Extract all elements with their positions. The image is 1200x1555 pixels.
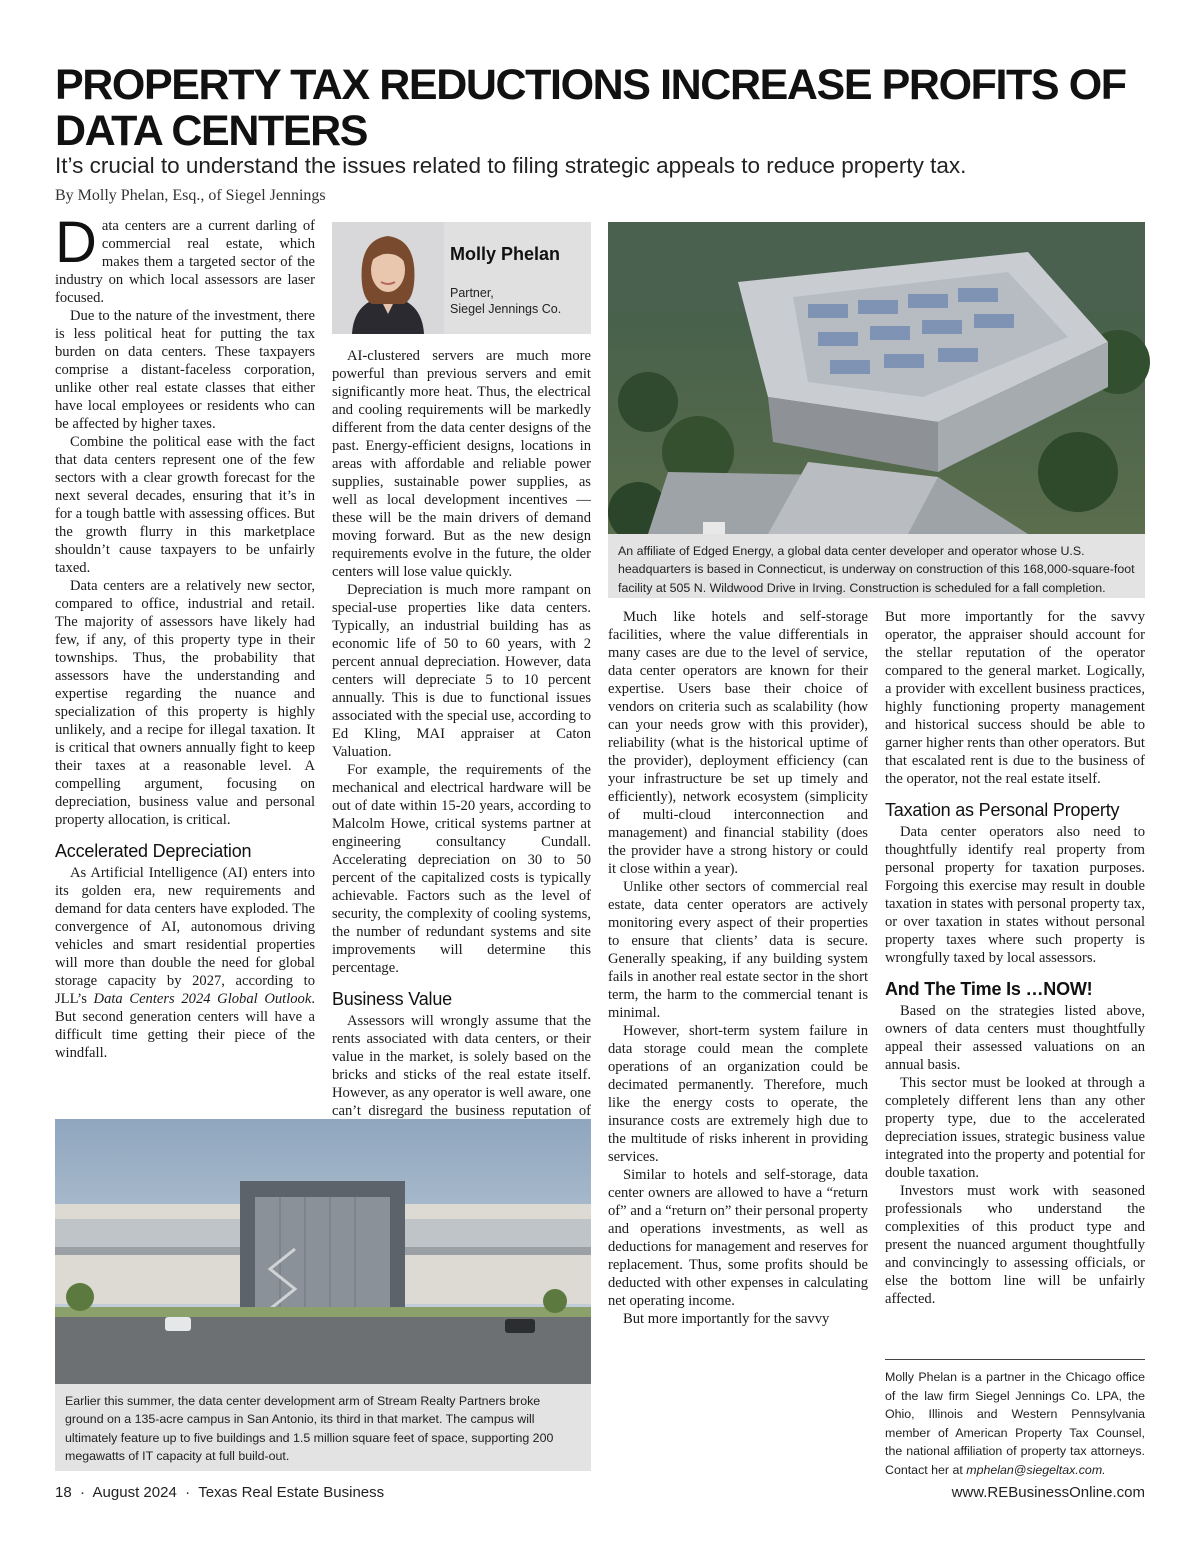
- section-heading: Accelerated Depreciation: [55, 841, 252, 861]
- paragraph: Similar to hotels and self-storage, data center owners are allowed to have a “return of” and a “return on” their personal property and operations investments, as well as deductions for management and reserves for replacement. Thus, some profits should be deducted with other expenses in calculating net operating income.: [608, 1167, 868, 1309]
- data-center-rendering-photo: [55, 1119, 591, 1384]
- author-bio: Molly Phelan is a partner in the Chicago office of the law firm Siegel Jennings Co. LPA, the Ohio, Illinois and Western Pennsylvania member of American Property Tax Counsel, the national affiliation of property tax attorneys. Contact her at mphelan@siegeltax.com.: [885, 1359, 1145, 1479]
- data-center-aerial-photo: [608, 222, 1145, 534]
- paragraph: But more importantly for the savvy operator, the appraiser should account for the stellar reputation of the operator compared to the general market. Logically, a provider with excellent business practices, highly functioning property management and historical success should be able to garner higher rents than other operators. But that escalated rent is due to the business of the operator, not the real estate itself.: [885, 609, 1145, 787]
- footer-left: 18 · August 2024 · Texas Real Estate Business: [55, 1484, 385, 1501]
- paragraph: As Artificial Intelligence (AI) enters into its golden era, new requirements and demand for data centers have exploded. The convergence of AI, autonomous driving vehicles and smart residential properties will more than double the need for global storage capacity by 2027, according to JLL’s Data Centers 2024 Global Outlook. But second generation centers will have a difficult time getting their piece of the windfall.: [55, 865, 315, 1061]
- paragraph: Investors must work with seasoned professionals who understand the complexities of this product type and present the nuanced argument thoughtfully and convincingly to assessing officials, or else the bottom line will be unfairly affected.: [885, 1183, 1145, 1307]
- paragraph: But more importantly for the savvy: [623, 1311, 830, 1327]
- paragraph: This sector must be looked at through a completely different lens than any other property type, due to the accelerated depreciation issues, strategic business value integrated into the property and potential for double taxation.: [885, 1075, 1145, 1181]
- paragraph: Unlike other sectors of commercial real estate, data center operators are actively monitoring every aspect of their properties to ensure that clients’ data is secure. Generally speaking, if any building system fails in another real estate sector in the short term, the harm to the commercial tenant is minimal.: [608, 879, 868, 1021]
- issue-date: August 2024: [92, 1484, 177, 1501]
- website-link[interactable]: www.REBusinessOnline.com: [951, 1484, 1145, 1501]
- author-photo: [332, 222, 444, 334]
- deck-subtitle: It’s crucial to understand the issues related to filing strategic appeals to reduce property tax.: [55, 153, 967, 178]
- section-heading: Taxation as Personal Property: [885, 800, 1120, 820]
- column-3: [608, 608, 868, 1328]
- section-heading: Business Value: [332, 989, 452, 1009]
- paragraph: Due to the nature of the investment, there is less political heat for putting the tax burden on data centers. These taxpayers comprise a distant-faceless corporation, unlike other real estate classes that either have local employees or residents who can be affected by higher taxes.: [55, 308, 315, 432]
- paragraph: Assessors will wrongly assume that the rents associated with data centers, or their value in the market, is solely based on the bricks and sticks of the real estate itself. However, as any operator is well aware, one can’t disregard the business reputation of: [332, 1013, 591, 1119]
- paragraph: Much like hotels and self-storage facilities, where the value differentials in many cases are due to the level of service, data center operators are known for their expertise. Users base their choice of vendors on criteria such as scalability (how can your needs grow with this provider), reliability (what is the historical uptime of the provider), deployment efficiency (can your infrastructure be set up timely and efficiently), network ecosystem (simplicity of multi-cloud interconnection and management) and financial stability (does the provider have a strong history or could it close within a year).: [608, 609, 868, 877]
- column-4: [885, 608, 1145, 1308]
- author-name: Molly Phelan: [450, 244, 561, 264]
- paragraph: Data center operators also need to thoughtfully identify real property from personal property for taxation purposes. Forgoing this exercise may result in double taxation in states with personal property tax, or over taxation in states without personal property taxes where such property is wrongfully taxed by local assessors.: [885, 824, 1145, 966]
- publication-name: Texas Real Estate Business: [198, 1484, 385, 1501]
- photo-caption-bottom: Earlier this summer, the data center development arm of Stream Realty Partners broke ground on a 135-acre campus in San Antonio, its third in that market. The campus will ultimately feature up to five buildings and 1.5 million square feet of space, supporting 200 megawatts of IT capacity at full build-out.: [55, 1384, 591, 1471]
- author-title: Partner, Siegel Jennings Co.: [450, 286, 562, 316]
- photo-caption-top: An affiliate of Edged Energy, a global data center developer and operator whose U.S. headquarters is based in Connecticut, is underway on construction of this 168,000-square-foot facility at 505 N. Wildwood Drive in Irving. Construction is scheduled for a fall completion.: [608, 534, 1145, 598]
- paragraph: However, short-term system failure in data storage could mean the complete operations of an organization could be decimated permanently. Therefore, much like the energy costs to operate, the insurance costs are extremely high due to the multitude of risks inherent in providing services.: [608, 1023, 868, 1165]
- author-email: mphelan@siegeltax.com.: [966, 1462, 1106, 1477]
- column-1: [55, 210, 315, 1062]
- paragraph: For example, the requirements of the mechanical and electrical hardware will be out of date within 15-20 years, according to Malcolm Howe, critical systems partner at engineering consultancy Cundall. Accelerating depreciation on 30 to 50 percent of the capitalized costs is typically achievable. Factors such as the level of security, the complexity of cooling systems, the number of redundant systems and site improvements will determine this percentage.: [332, 762, 591, 976]
- paragraph: AI-clustered servers are much more powerful than previous servers and emit significantly more heat. Thus, the electrical and cooling requirements will be markedly different from the data center designs of the past. Energy-efficient designs, locations in areas with affordable and reliable power supplies, sustainable power supplies, as well as local development incentives — these will be the main drivers of demand moving forward. But as the new design requirements evolve in the future, the older centers will lose value quickly.: [332, 348, 591, 580]
- page-number: 18: [55, 1484, 72, 1501]
- column-2: [332, 347, 591, 1119]
- paragraph: Depreciation is much more rampant on special-use properties like data centers. Typically, an industrial building has as economic life of 50 to 60 years, with 2 percent annual depreciation. However, data centers will depreciate 5 to 10 percent annually. This is due to functional issues associated with the special use, according to Ed Kling, MAI appraiser at Caton Valuation.: [332, 582, 591, 760]
- drop-cap: D: [55, 210, 97, 275]
- byline: By Molly Phelan, Esq., of Siegel Jennings: [55, 187, 326, 204]
- section-heading: And The Time Is …NOW!: [885, 979, 1093, 999]
- paragraph: Data centers are a relatively new sector, compared to office, industrial and retail. The majority of assessors have likely had few, if any, of this property type in their townships. Thus, the probability that assessors have the understanding and expertise regarding the nuance and specialization of this property is highly unlikely, and a recipe for illegal taxation. It is critical that owners annually fight to keep their taxes at a reasonable level. A compelling argument, focusing on depreciation, business value and personal property allocation, is critical.: [55, 578, 315, 828]
- author-profile-box: [332, 222, 591, 334]
- paragraph: Data centers are a current darling of commercial real estate, which makes them a targeted sector of the industry on which local assessors are laser focused.: [55, 210, 315, 306]
- paragraph: Based on the strategies listed above, owners of data centers must thoughtfully appeal their assessed valuations on an annual basis.: [885, 1003, 1145, 1073]
- paragraph: Combine the political ease with the fact that data centers represent one of the few sectors with a clear growth forecast for the next several decades, ensuring that it’s in for a tough battle with assessing offices. But the growth flurry in this marketplace shouldn’t cause taxpayers to be unfairly taxed.: [55, 434, 315, 576]
- headline: PROPERTY TAX REDUCTIONS INCREASE PROFITS OF DATA CENTERS: [55, 61, 1126, 155]
